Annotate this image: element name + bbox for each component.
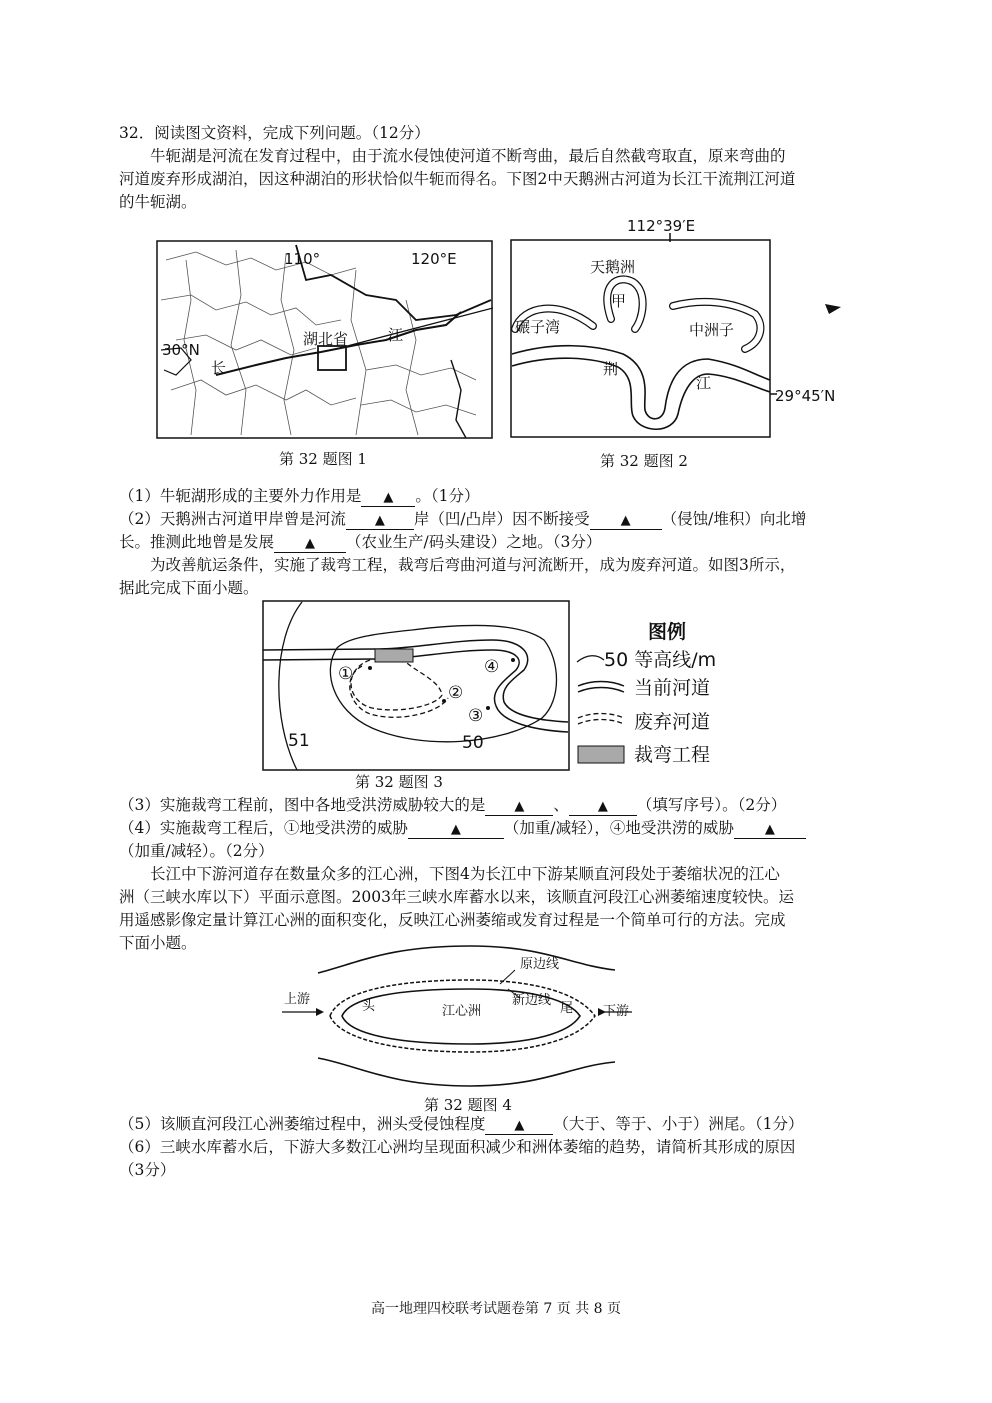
legend-abandoned: 废弃河道 — [634, 711, 711, 733]
answer-blank-2c[interactable]: ▲ — [274, 536, 346, 553]
fig4-upstream: 上游 — [284, 992, 311, 1007]
question-6-cont: （3分） — [119, 1161, 176, 1179]
fig3-mark-4: ④ — [484, 657, 500, 677]
fig4-head: 头 — [362, 999, 376, 1014]
answer-blank-1[interactable]: ▲ — [361, 490, 415, 507]
fig2-jia: 甲 — [611, 292, 627, 310]
question-4-cont: （加重/减轻）。（2分） — [119, 842, 274, 860]
question-1: （1）牛轭湖形成的主要外力作用是 ▲ 。（1分） — [119, 487, 480, 505]
paragraph-3-line-3: 用遥感影像定量计算江心洲的面积变化，反映江心洲萎缩或发育过程是一个简单可行的方法。完成 — [119, 911, 786, 929]
fig4-old-edge: 原边线 — [520, 957, 560, 972]
fig2-jiang: 江 — [696, 374, 712, 392]
question-2: （2）天鹅洲古河道甲岸曾是河流 ▲ 岸（凹/凸岸）因不断接受 ▲ （侵蚀/堆积）向北增 — [119, 510, 807, 528]
answer-blank-4b[interactable]: ▲ — [734, 822, 806, 839]
figure-3-map — [262, 600, 732, 772]
fig4-tail: 尾 — [560, 1001, 574, 1016]
fig2-caption: 第 32 题图 2 — [600, 452, 688, 470]
fig3-mark-1: ① — [338, 664, 354, 684]
fig1-lat30: 30°N — [162, 341, 200, 359]
fig4-new-edge: 新边线 — [512, 993, 552, 1008]
fig3-mark-3: ③ — [468, 706, 484, 726]
fig4-downstream: 下游 — [603, 1004, 630, 1019]
legend-current: 当前河道 — [634, 677, 711, 699]
paragraph-2-line-1: 为改善航运条件，实施了裁弯工程，裁弯后弯曲河道与河流断开，成为废弃河道。如图3所示， — [150, 556, 796, 574]
question-2-cont: 长。推测此地曾是发展 ▲ （农业生产/码头建设）之地。（3分） — [119, 533, 602, 551]
legend-cut: 裁弯工程 — [634, 744, 711, 766]
paragraph-3-line-4: 下面小题。 — [119, 934, 197, 952]
paragraph-2-line-2: 据此完成下面小题。 — [119, 579, 259, 597]
legend-title: 图例 — [648, 621, 687, 643]
fig4-island: 江心洲 — [442, 1004, 482, 1019]
fig2-lat: 29°45′N — [775, 387, 836, 405]
fig1-lon110: 110° — [284, 250, 321, 268]
answer-blank-2b[interactable]: ▲ — [590, 513, 662, 530]
answer-blank-2a[interactable]: ▲ — [346, 513, 414, 530]
fig3-caption: 第 32 题图 3 — [355, 773, 443, 791]
answer-blank-3a[interactable]: ▲ — [485, 799, 553, 816]
answer-blank-4a[interactable]: ▲ — [408, 822, 504, 839]
fig2-jing: 荆 — [603, 360, 619, 378]
fig1-lon120: 120°E — [411, 250, 457, 268]
paragraph-3-line-2: 洲（三峡水库以下）平面示意图。2003年三峡水库蓄水以来，该顺直河段江心洲萎缩速度较快。运 — [119, 888, 794, 906]
question-3: （3）实施裁弯工程前，图中各地受洪涝威胁较大的是 ▲ 、 ▲ （填写序号）。（2分） — [119, 796, 787, 814]
question-6: （6）三峡水库蓄水后，下游大多数江心洲均呈现面积减少和洲体萎缩的趋势，请简析其形成的原因 — [119, 1138, 796, 1156]
figure-2-map — [493, 214, 853, 440]
answer-blank-3b[interactable]: ▲ — [569, 799, 637, 816]
question-4: （4）实施裁弯工程后，①地受洪涝的威胁 ▲ （加重/减轻），④地受洪涝的威胁 ▲ — [119, 817, 806, 839]
intro-line-2: 河道废弃形成湖泊，因这种湖泊的形状恰似牛轭而得名。下图2中天鹅洲古河道为长江干流荆江河道 — [119, 170, 796, 188]
fig3-mark-2: ② — [448, 683, 464, 703]
fig2-tianezhou: 天鹅洲 — [590, 258, 636, 276]
fig3-contour-50: 50 — [462, 733, 484, 753]
intro-line-1: 牛轭湖是河流在发育过程中，由于流水侵蚀使河道不断弯曲，最后自然截弯取直，原来弯曲的 — [150, 147, 786, 165]
figure-1-map — [156, 240, 493, 440]
fig1-river-chang: 长 — [211, 359, 227, 377]
page-footer: 高一地理四校联考试题卷第 7 页 共 8 页 — [370, 1301, 622, 1317]
fig3-contour-51: 51 — [288, 731, 310, 751]
fig1-caption: 第 32 题图 1 — [279, 450, 367, 468]
figure-4-diagram — [280, 940, 640, 1092]
legend-contour: 50 等高线/m — [604, 649, 717, 671]
question-title: 32．阅读图文资料，完成下列问题。（12分） — [119, 124, 430, 142]
question-5: （5）该顺直河段江心洲萎缩过程中，洲头受侵蚀程度 ▲ （大于、等于、小于）洲尾。（1分） — [119, 1115, 804, 1133]
fig4-caption: 第 32 题图 4 — [424, 1096, 512, 1114]
intro-line-3: 的牛轭湖。 — [119, 193, 197, 211]
fig2-lon: 112°39′E — [627, 217, 696, 235]
fig2-niezi: 碾子湾 — [515, 318, 561, 336]
fig1-river-jiang: 江 — [388, 326, 404, 344]
paragraph-3-line-1: 长江中下游河道存在数量众多的江心洲，下图4为长江中下游某顺直河段处于萎缩状况的江心 — [150, 865, 780, 883]
answer-blank-5[interactable]: ▲ — [485, 1118, 553, 1135]
fig2-zhongzhou: 中洲子 — [689, 321, 735, 339]
fig1-province: 湖北省 — [303, 330, 349, 348]
